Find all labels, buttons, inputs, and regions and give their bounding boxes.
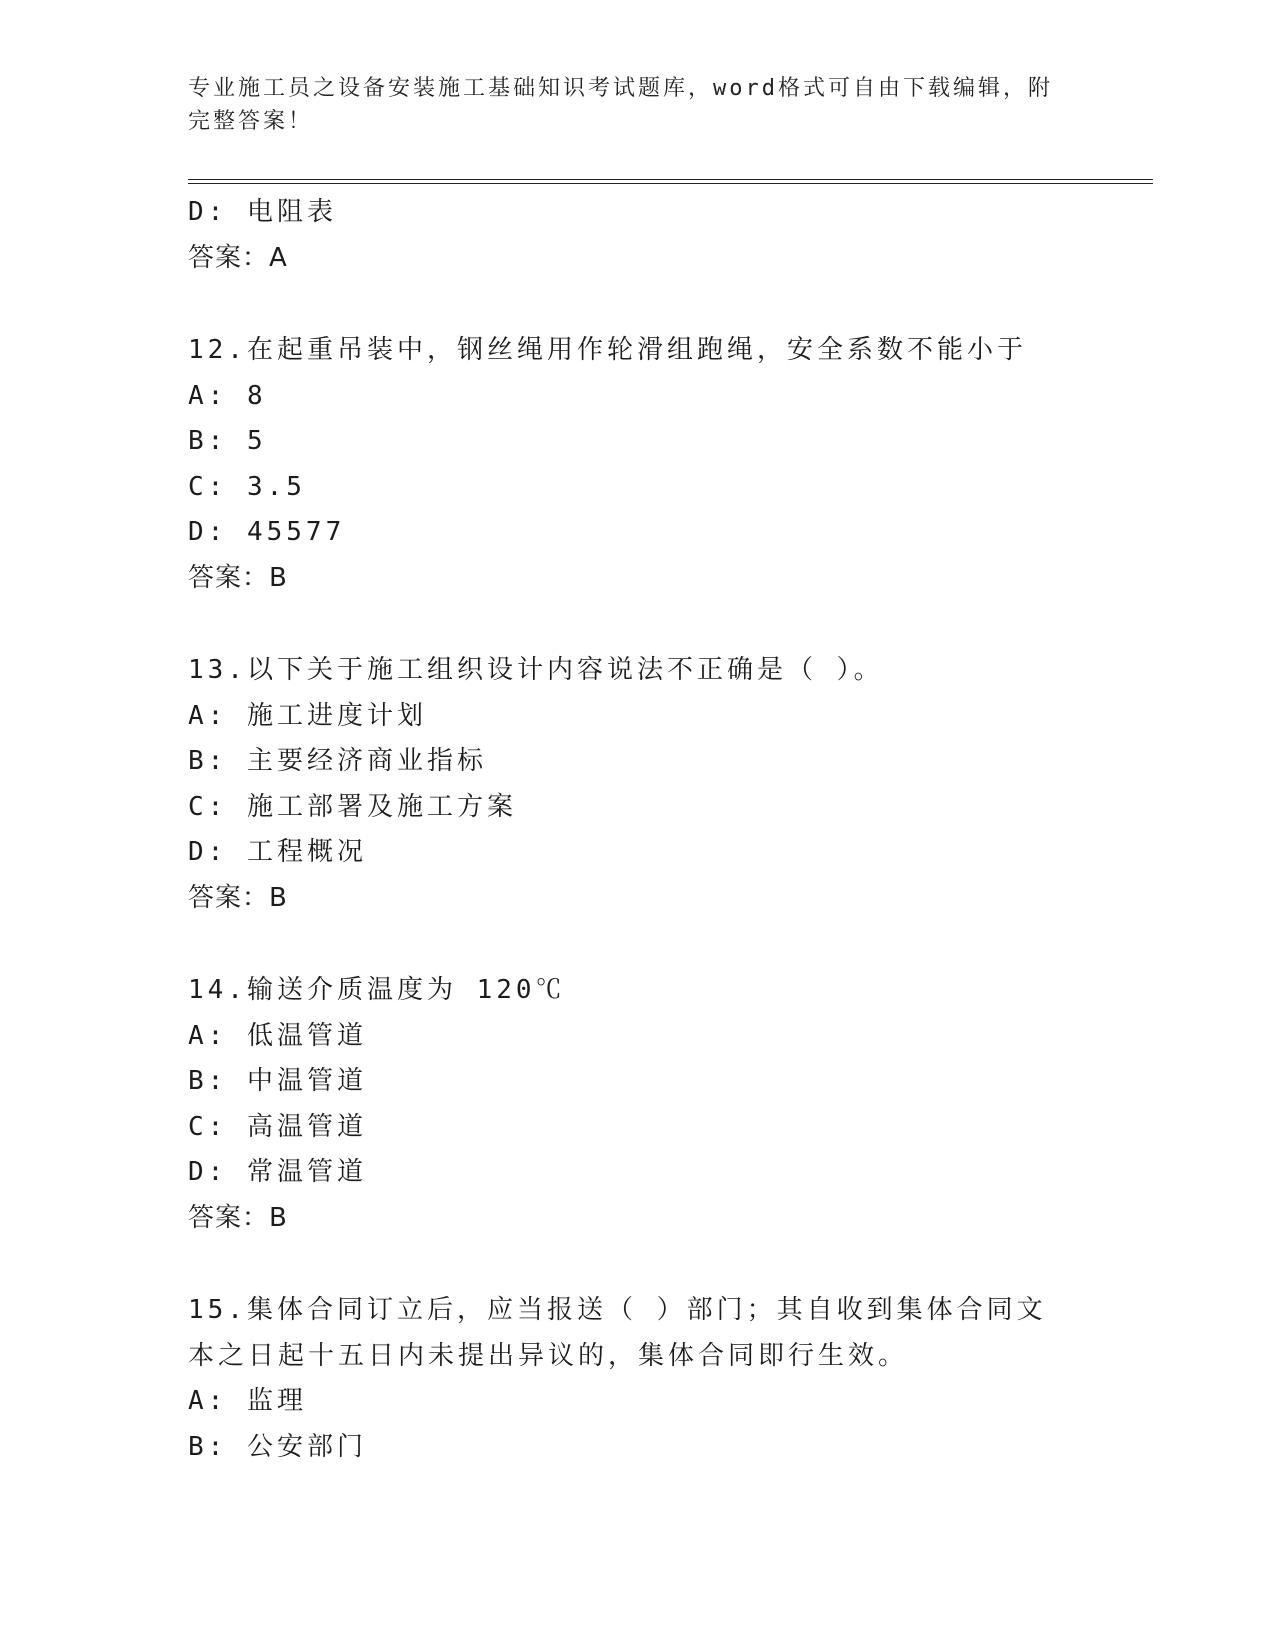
- answer-line: 答案：B: [188, 562, 288, 593]
- question-block-prev: [188, 190, 1088, 281]
- question-stem: 12.在起重吊装中，钢丝绳用作轮滑组跑绳，安全系数不能小于: [188, 335, 1027, 365]
- option-a: A: 8: [188, 380, 267, 411]
- question-block-14: [188, 968, 1088, 1241]
- option-a: A: 低温管道: [188, 1020, 367, 1051]
- option-b: B: 中温管道: [188, 1066, 367, 1096]
- option-c: C: 高温管道: [188, 1111, 367, 1142]
- option-a: A: 监理: [188, 1386, 307, 1416]
- answer-line: 答案：A: [188, 242, 288, 273]
- answer-line: 答案：B: [188, 882, 288, 913]
- option-c: C: 施工部署及施工方案: [188, 791, 517, 822]
- option-c: C: 3.5: [188, 471, 306, 502]
- option-d: D: 电阻表: [188, 197, 337, 227]
- question-block-13: [188, 648, 1088, 921]
- question-block-15: [188, 1288, 1088, 1470]
- question-list: [188, 190, 1088, 1470]
- question-stem: 15.集体合同订立后，应当报送（ ）部门；其自收到集体合同文本之日起十五日内未提出异议的，集体合同即行生效。: [188, 1295, 1047, 1371]
- question-stem: 14.输送介质温度为 120℃: [188, 975, 566, 1005]
- header-divider-bottom: [188, 183, 1153, 184]
- option-b: B: 主要经济商业指标: [188, 746, 487, 776]
- option-a: A: 施工进度计划: [188, 700, 427, 731]
- option-b: B: 公安部门: [188, 1431, 367, 1462]
- option-d: D: 常温管道: [188, 1157, 367, 1187]
- option-b: B: 5: [188, 426, 267, 456]
- header-divider-top: [188, 179, 1153, 180]
- document-header: 专业施工员之设备安装施工基础知识考试题库，word格式可自由下载编辑，附完整答案！: [188, 76, 1053, 134]
- question-stem: 13.以下关于施工组织设计内容说法不正确是（ ）。: [188, 655, 884, 685]
- option-d: D: 45577: [188, 517, 346, 547]
- question-block-12: [188, 328, 1088, 601]
- option-d: D: 工程概况: [188, 837, 367, 867]
- answer-line: 答案：B: [188, 1202, 288, 1233]
